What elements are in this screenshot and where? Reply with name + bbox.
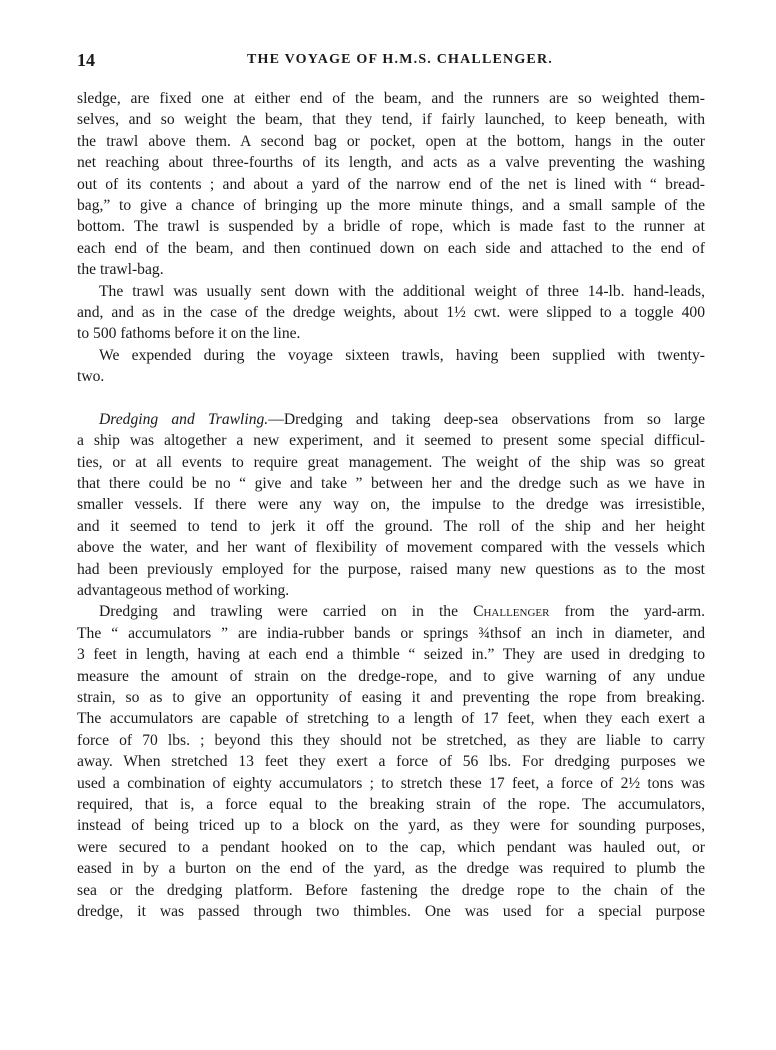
text-line: The “ accumulators ” are india-rubber bands or springs ¾thsof an inch in diameter, and <box>77 624 705 642</box>
text-line: instead of being triced up to a block on the yard, as they were for sounding purposes, <box>77 817 705 835</box>
text-line: The trawl was usually sent down with the additional weight of three 14-lb. hand-leads, <box>99 282 705 300</box>
text-line: bag,” to give a chance of bringing up the more minute things, and a small sample of the <box>77 197 705 215</box>
text-line: were secured to a pendant hooked on to the cap, which pendant was hauled out, or <box>77 838 705 856</box>
text-line: the trawl-bag. <box>77 261 164 279</box>
text-line-remainder: —Dredging and taking deep-sea observations from so large <box>268 410 705 428</box>
text-line: advantageous method of working. <box>77 581 290 599</box>
text-line: The accumulators are capable of stretching to a length of 17 feet, when they each exert a <box>77 710 705 728</box>
text-line: strain, so as to give an opportunity of easing it and preventing the rope from breaking. <box>77 688 705 706</box>
ship-name: Challenger <box>473 603 550 621</box>
page-header <box>77 50 705 72</box>
text-line: the trawl above them. A second bag or pocket, open at the bottom, hangs in the outer <box>77 132 705 150</box>
paragraph-trawls-expended <box>77 345 705 388</box>
text-line: a ship was altogether a new experiment, and it seemed to present some special difficul- <box>77 432 705 450</box>
paragraph-gap <box>77 388 705 409</box>
text-line: used a combination of eighty accumulators ; to stretch these 17 feet, a force of 2½ tons was <box>77 774 705 792</box>
text-line: selves, and so weight the beam, that they tend, if fairly launched, to keep beneath, with <box>77 111 705 129</box>
section-heading: Dredging and Trawling. <box>99 410 269 428</box>
text-line: bottom. The trawl is suspended by a bridle of rope, which is made fast to the runner at <box>77 218 705 236</box>
body-text <box>77 88 705 922</box>
running-title: THE VOYAGE OF H.M.S. CHALLENGER. <box>247 52 553 67</box>
text-line: above the water, and her want of flexibility of movement compared with the vessels which <box>77 539 705 557</box>
text-line <box>77 409 705 430</box>
text-line-remainder: from the yard-arm. <box>549 603 705 621</box>
text-line: 3 feet in length, having at each end a thimble “ seized in.” They are used in dredging to <box>77 646 705 664</box>
paragraph-accumulators <box>77 601 705 922</box>
text-line: measure the amount of strain on the dredge-rope, and to give warning of any undue <box>77 667 705 685</box>
text-line: smaller vessels. If there were any way on, the impulse to the dredge was irresistible, <box>77 496 705 514</box>
text-line: had been previously employed for the purpose, raised many new questions as to the most <box>77 560 705 578</box>
text-line: eased in by a burton on the end of the yard, as the dredge was required to plumb the <box>77 860 705 878</box>
paragraph-trawl-weights <box>77 281 705 345</box>
text-line: to 500 fathoms before it on the line. <box>77 325 301 343</box>
text-line: required, that is, a force equal to the breaking strain of the rope. The accumulators, <box>77 796 705 813</box>
text-line: sledge, are fixed one at either end of the beam, and the runners are so weighted them- <box>77 90 705 107</box>
text-line: sea or the dredging platform. Before fastening the dredge rope to the chain of the <box>77 881 705 899</box>
text-line <box>77 601 705 622</box>
text-line: out of its contents ; and about a yard of the narrow end of the net is lined with “ bread- <box>77 175 705 193</box>
text-line: ties, or at all events to require great management. The weight of the ship was so great <box>77 453 705 471</box>
text-line: away. When stretched 13 feet they exert a force of 56 lbs. For dredging purposes we <box>77 753 705 771</box>
text-line: that there could be no “ give and take ” between her and the dredge such as we have in <box>77 474 705 492</box>
paragraph-dredging-and-trawling <box>77 409 705 602</box>
text-line: each end of the beam, and then continued down on each side and attached to the end of <box>77 239 705 257</box>
text-line: net reaching about three-fourths of its length, and acts as a valve preventing the washing <box>77 154 705 172</box>
text-line: and it seemed to tend to jerk it off the ground. The roll of the ship and her height <box>77 517 705 535</box>
paragraph-trawl-description <box>77 88 705 281</box>
text-line-start: Dredging and trawling were carried on in the <box>99 603 474 621</box>
text-line: We expended during the voyage sixteen trawls, having been supplied with twenty- <box>99 346 705 364</box>
text-line: force of 70 lbs. ; beyond this they should not be stretched, as they are liable to carry <box>77 731 705 749</box>
text-line: and, and as in the case of the dredge weights, about 1½ cwt. were slipped to a toggle 400 <box>77 304 705 322</box>
text-line: dredge, it was passed through two thimbles. One was used for a special purpose <box>77 903 705 921</box>
text-line: two. <box>77 368 105 386</box>
page-number: 14 <box>77 50 95 70</box>
